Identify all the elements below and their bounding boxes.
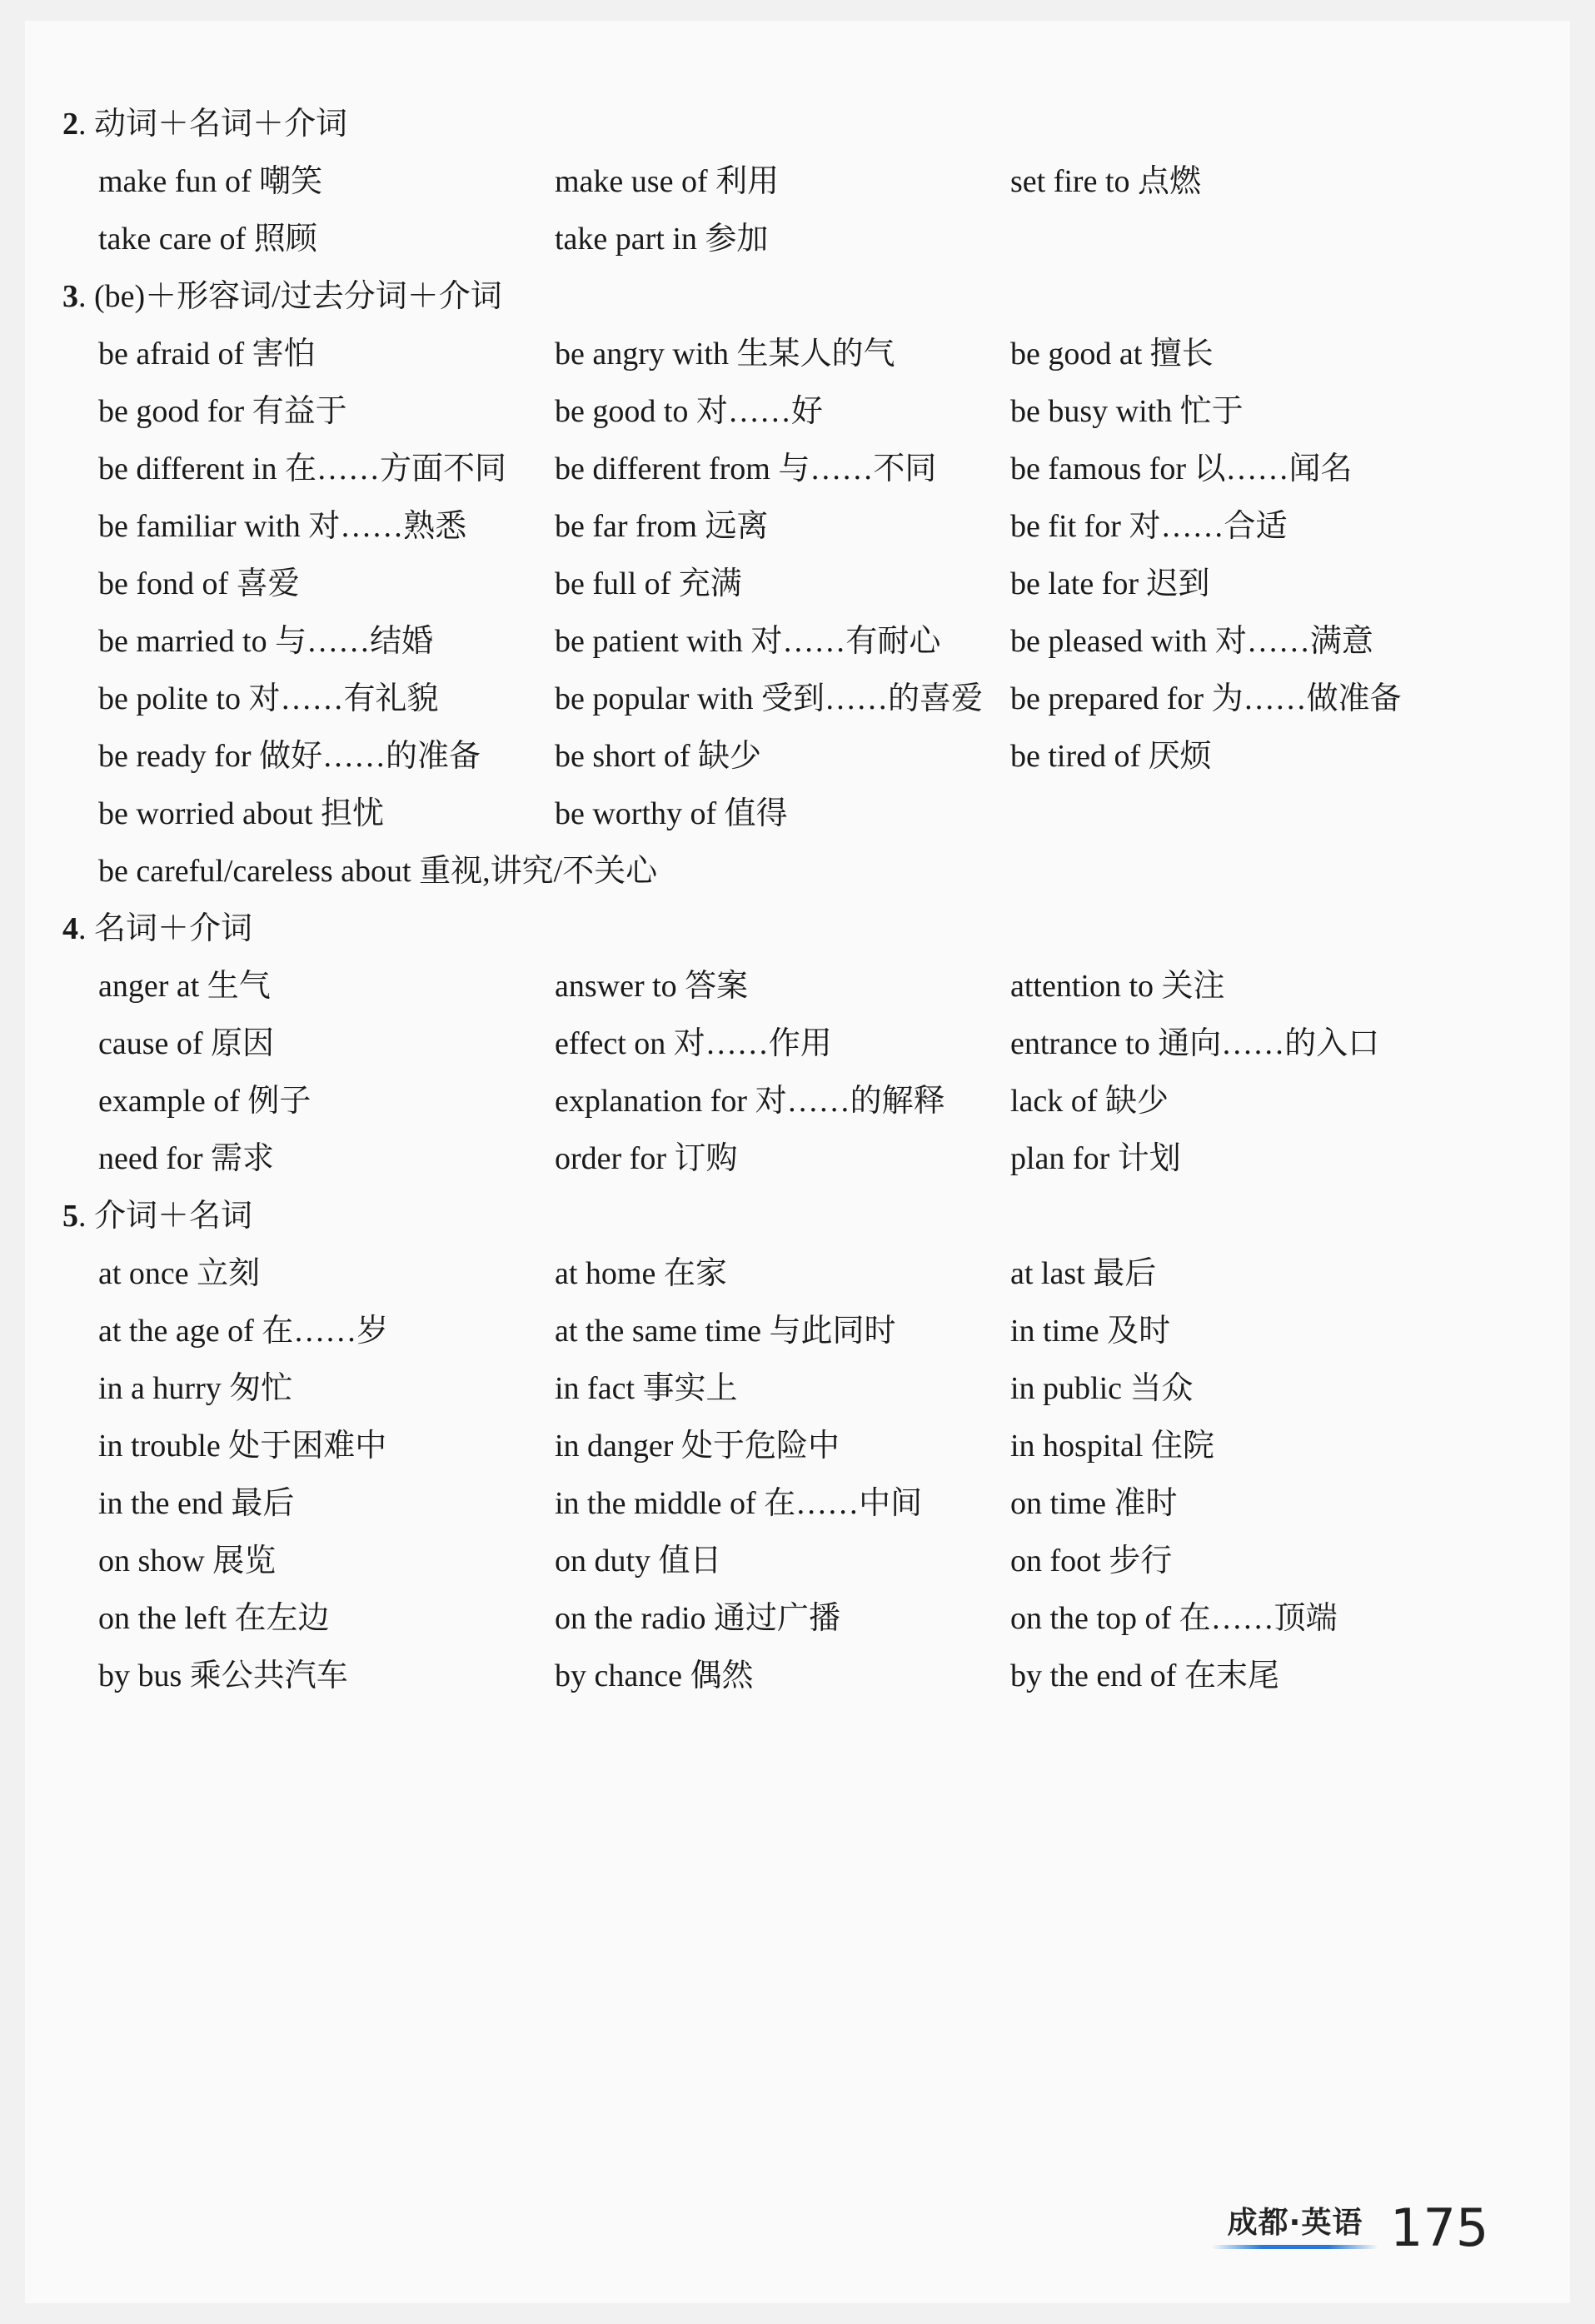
phrase-item: explanation for 对……的解释 (555, 1084, 945, 1119)
phrase-item: be polite to 对……有礼貌 (98, 681, 439, 716)
phrase-item: take care of 照顾 (98, 222, 317, 257)
phrase-row (62, 1360, 1478, 1418)
phrase-item: in trouble 处于困难中 (98, 1429, 387, 1464)
phrase-row (62, 843, 1478, 900)
phrase-item: be full of 充满 (555, 566, 742, 601)
phrase-item: be busy with 忙于 (1010, 394, 1244, 429)
phrase-row (62, 958, 1478, 1015)
phrase-row (62, 1073, 1478, 1130)
phrase-row (62, 728, 1478, 785)
phrase-item: be familiar with 对……熟悉 (98, 509, 467, 544)
phrase-item: order for 订购 (555, 1141, 738, 1176)
phrase-row (62, 785, 1478, 843)
phrase-item: be worthy of 值得 (555, 796, 788, 831)
phrase-item: be tired of 厌烦 (1010, 739, 1212, 774)
phrase-item: in time 及时 (1010, 1314, 1171, 1349)
page-number: 175 (1390, 2197, 1489, 2258)
phrase-item: be different from 与……不同 (555, 451, 937, 486)
footer-underline (1212, 2245, 1378, 2249)
phrase-row (62, 1475, 1478, 1533)
phrase-item: at the age of 在……岁 (98, 1314, 389, 1349)
phrase-row (62, 1130, 1478, 1188)
phrase-item: be famous for 以……闻名 (1010, 451, 1353, 486)
phrase-row (62, 556, 1478, 613)
phrase-item (1010, 211, 1468, 268)
phrase-item: on the left 在左边 (98, 1601, 330, 1636)
phrase-item: effect on 对……作用 (555, 1026, 832, 1061)
phrase-item: need for 需求 (98, 1141, 275, 1176)
phrase-item: be fit for 对……合适 (1010, 509, 1288, 544)
phrase-row (62, 1303, 1478, 1360)
phrase-row (62, 211, 1478, 268)
section-title: (be)＋形容词/过去分词＋介词 (94, 279, 502, 314)
phrase-item: in a hurry 匆忙 (98, 1371, 293, 1406)
section-title: 动词＋名词＋介词 (94, 107, 348, 142)
section-heading: 2. 动词＋名词＋介词 (62, 107, 348, 142)
section-number: 5 (62, 1199, 78, 1234)
phrase-item: be prepared for 为……做准备 (1010, 681, 1402, 716)
book-label: 成都·英语 (1227, 2206, 1363, 2240)
section-heading: 3. (be)＋形容词/过去分词＋介词 (62, 279, 502, 314)
phrase-item: be careful/careless about 重视,讲究/不关心 (98, 854, 658, 889)
phrase-item: be good at 擅长 (1010, 337, 1214, 372)
phrase-item: be late for 迟到 (1010, 566, 1210, 601)
phrase-row (62, 498, 1478, 556)
phrase-row (62, 1590, 1478, 1648)
phrase-item: entrance to 通向……的入口 (1010, 1026, 1380, 1061)
phrase-row (62, 1418, 1478, 1475)
section-number: 3 (62, 279, 78, 314)
phrase-row (62, 153, 1478, 211)
phrase-item: on the radio 通过广播 (555, 1601, 841, 1636)
phrase-item: by the end of 在末尾 (1010, 1658, 1279, 1693)
phrase-item: answer to 答案 (555, 969, 749, 1004)
phrase-item: plan for 计划 (1010, 1141, 1181, 1176)
phrase-item: in the middle of 在……中间 (555, 1486, 923, 1521)
phrase-item: at home 在家 (555, 1256, 727, 1291)
phrase-item: in hospital 住院 (1010, 1429, 1214, 1464)
phrase-row (62, 1533, 1478, 1590)
phrase-item: in public 当众 (1010, 1371, 1194, 1406)
section-number: 2 (62, 107, 78, 142)
phrase-item: be married to 与……结婚 (98, 624, 434, 659)
section-title: 介词＋名词 (94, 1199, 253, 1234)
phrase-item: be good for 有益于 (98, 394, 347, 429)
phrase-item: lack of 缺少 (1010, 1084, 1169, 1119)
phrase-item: example of 例子 (98, 1084, 312, 1119)
phrase-item: be angry with 生某人的气 (555, 337, 895, 372)
phrase-item: at last 最后 (1010, 1256, 1157, 1291)
phrase-item: set fire to 点燃 (1010, 164, 1202, 199)
phrase-row (62, 1648, 1478, 1705)
phrase-item: be fond of 喜爱 (98, 566, 300, 601)
phrase-item: on duty 值日 (555, 1544, 722, 1578)
phrase-item: make fun of 嘲笑 (98, 164, 323, 199)
phrase-row (62, 613, 1478, 671)
phrase-item: be short of 缺少 (555, 739, 762, 774)
phrase-item: at once 立刻 (98, 1256, 261, 1291)
phrase-item: on the top of 在……顶端 (1010, 1601, 1338, 1636)
phrase-item: by bus 乘公共汽车 (98, 1658, 348, 1693)
page-footer (1212, 2182, 1488, 2257)
phrase-item (1010, 785, 1468, 843)
phrase-row (62, 1245, 1478, 1303)
phrase-row (62, 383, 1478, 441)
phrase-item: be pleased with 对……满意 (1010, 624, 1373, 659)
phrase-item: be far from 远离 (555, 509, 769, 544)
phrase-row (62, 326, 1478, 383)
phrase-item: be worried about 担忧 (98, 796, 384, 831)
phrase-item: be popular with 受到……的喜爱 (555, 681, 984, 716)
phrase-item: be good to 对……好 (555, 394, 823, 429)
phrase-item: anger at 生气 (98, 969, 271, 1004)
footer-label-group (1212, 2199, 1378, 2257)
phrase-item: in the end 最后 (98, 1486, 295, 1521)
phrase-item: take part in 参加 (555, 222, 769, 257)
section-number: 4 (62, 911, 78, 946)
section-heading: 4. 名词＋介词 (62, 911, 253, 946)
page-sheet (25, 21, 1570, 2303)
phrase-item: cause of 原因 (98, 1026, 275, 1061)
phrase-item: at the same time 与此同时 (555, 1314, 896, 1349)
section-heading: 5. 介词＋名词 (62, 1199, 253, 1234)
phrase-item: on show 展览 (98, 1544, 277, 1578)
phrase-item: be afraid of 害怕 (98, 337, 316, 372)
phrase-row (62, 671, 1478, 728)
phrase-item: on time 准时 (1010, 1486, 1178, 1521)
phrase-item: be patient with 对……有耐心 (555, 624, 941, 659)
phrase-item: be ready for 做好……的准备 (98, 739, 481, 774)
phrase-item: make use of 利用 (555, 164, 780, 199)
phrase-list (62, 96, 1478, 1705)
phrase-item: attention to 关注 (1010, 969, 1225, 1004)
phrase-row (62, 1015, 1478, 1073)
phrase-row (62, 441, 1478, 498)
phrase-item: by chance 偶然 (555, 1658, 754, 1693)
phrase-item: on foot 步行 (1010, 1544, 1173, 1578)
phrase-item: in danger 处于危险中 (555, 1429, 840, 1464)
section-title: 名词＋介词 (94, 911, 253, 946)
phrase-item: be different in 在……方面不同 (98, 451, 507, 486)
phrase-item: in fact 事实上 (555, 1371, 738, 1406)
